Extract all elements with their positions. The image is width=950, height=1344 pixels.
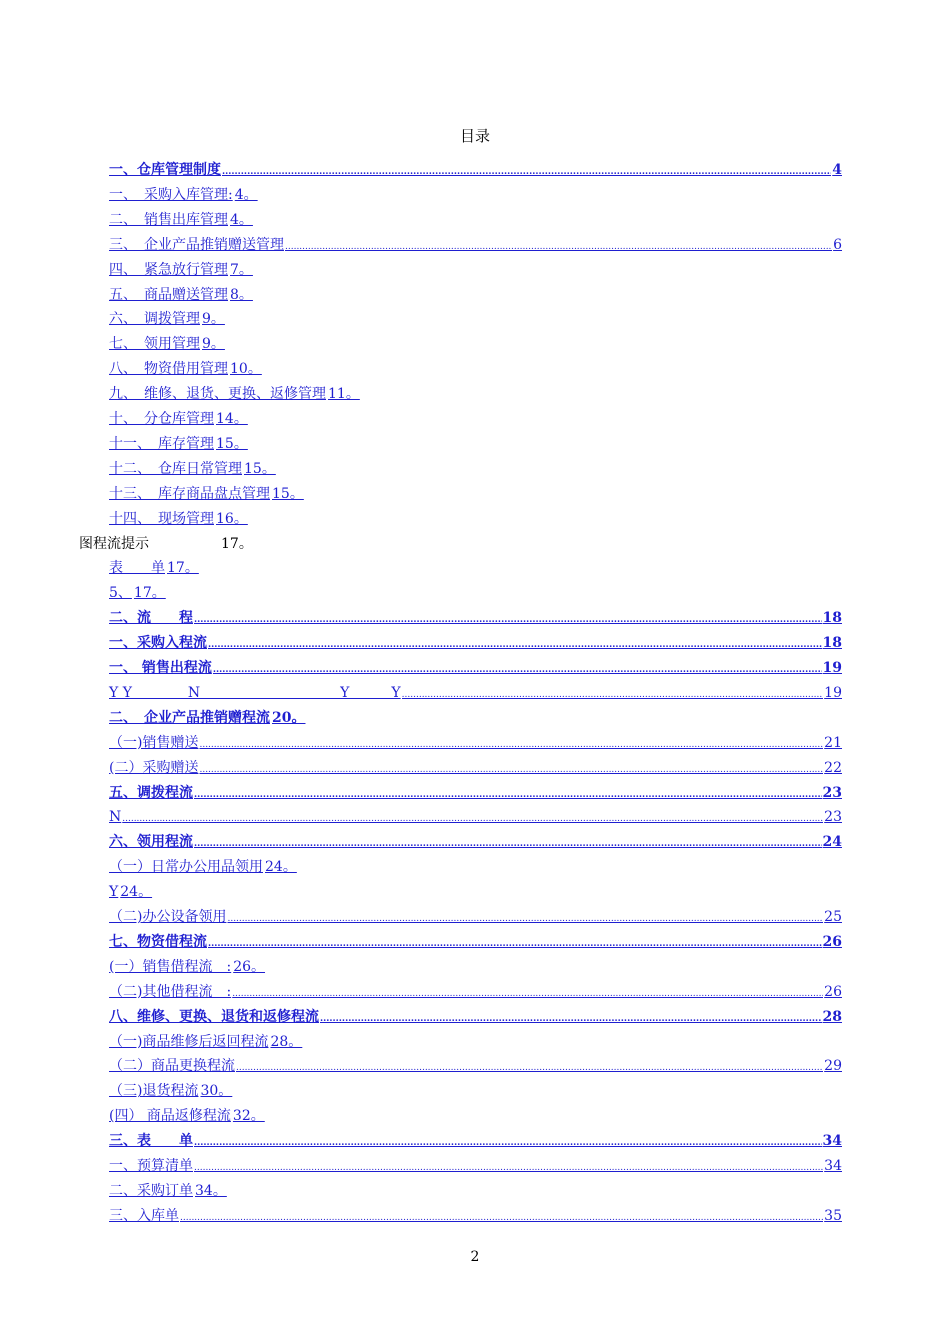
toc-entry-page: 14。 bbox=[216, 411, 248, 427]
toc-entry-label: 表 单 bbox=[109, 560, 165, 577]
toc-entry-label: 一、仓库管理制度 bbox=[109, 162, 221, 178]
toc-dot-leader bbox=[199, 760, 823, 780]
toc-entry-label: (一）销售借程流 : bbox=[109, 958, 232, 975]
toc-dot-leader bbox=[180, 1208, 823, 1228]
toc-entry-label: 二、 销售出库管理 bbox=[109, 211, 228, 228]
toc-entry-label: （一)商品维修后返回程流 bbox=[109, 1033, 269, 1050]
toc-entry[interactable] bbox=[109, 708, 842, 728]
toc-entry-label: 一、 销售出程流 bbox=[109, 660, 212, 676]
toc-entry-page: 26 bbox=[822, 933, 842, 950]
toc-entry-label: 十四、 现场管理 bbox=[109, 510, 214, 527]
toc-entry-page: 8。 bbox=[230, 286, 253, 303]
toc-entry-page: 32。 bbox=[232, 1108, 265, 1125]
toc-entry-label: 二、 企业产品推销赠程流 bbox=[109, 709, 270, 726]
toc-entry-page: 30。 bbox=[200, 1083, 233, 1100]
toc-entry[interactable] bbox=[109, 1056, 842, 1076]
toc-entry[interactable] bbox=[109, 633, 842, 653]
toc-dot-leader bbox=[199, 735, 823, 755]
toc-entry-page: 28。 bbox=[270, 1033, 303, 1050]
toc-entry-page: 7。 bbox=[230, 261, 253, 278]
toc-entry[interactable] bbox=[109, 558, 842, 578]
toc-entry-page: 17。 bbox=[133, 585, 166, 602]
toc-entry-page: 34。 bbox=[195, 1182, 227, 1199]
toc-entry-label: (四） 商品返修程流 bbox=[109, 1108, 231, 1125]
toc-entry[interactable] bbox=[109, 434, 842, 454]
toc-entry-label: （二)其他借程流 : bbox=[109, 983, 232, 1000]
toc-dot-leader bbox=[236, 1058, 823, 1078]
toc-entry-label: 图程流提示 bbox=[79, 535, 149, 552]
toc-entry-label: 七、 领用管理 bbox=[109, 336, 200, 353]
toc-entry-label: N bbox=[109, 809, 122, 826]
toc-entry-page: 4 bbox=[832, 162, 842, 178]
toc-entry-page: 28 bbox=[822, 1008, 842, 1025]
toc-entry-page: 29 bbox=[824, 1058, 842, 1075]
toc-entry[interactable] bbox=[109, 235, 842, 255]
toc-entry-label: 六、领用程流 bbox=[109, 834, 193, 851]
toc-entry-label: （三)退货程流 bbox=[109, 1083, 199, 1100]
toc-entry[interactable] bbox=[109, 608, 842, 628]
toc-entry[interactable] bbox=[109, 807, 842, 827]
toc-entry[interactable] bbox=[109, 484, 842, 504]
toc-entry[interactable] bbox=[109, 783, 842, 803]
toc-entry-page: 17。 bbox=[221, 535, 253, 552]
toc-entry-label: 三、表 单 bbox=[109, 1133, 193, 1150]
toc-entry[interactable] bbox=[109, 683, 842, 703]
toc-entry-page: 19 bbox=[822, 660, 842, 676]
toc-entry[interactable] bbox=[109, 285, 842, 305]
toc-entry-label: 三、 企业产品推销赠送管理 bbox=[109, 236, 284, 253]
toc-entry[interactable] bbox=[109, 758, 842, 778]
toc-entry[interactable] bbox=[109, 907, 842, 927]
toc-entry-label: (二）采购赠送 bbox=[109, 759, 199, 776]
toc-entry-page: 18 bbox=[822, 610, 842, 627]
toc-dot-leader bbox=[208, 934, 822, 954]
toc-entry-label: （二）商品更换程流 bbox=[109, 1058, 235, 1075]
toc-entry-page: 21 bbox=[824, 734, 842, 751]
toc-entry-page: 18 bbox=[822, 635, 842, 652]
toc-entry-label: 二、流 程 bbox=[109, 610, 193, 627]
toc-entry-page: 34 bbox=[822, 1133, 842, 1150]
toc-entry[interactable] bbox=[109, 509, 842, 529]
toc-dot-leader bbox=[402, 685, 824, 705]
toc-entry-label: （二)办公设备领用 bbox=[109, 909, 227, 925]
toc-entry-label: 三、入库单 bbox=[109, 1207, 179, 1224]
toc-dot-leader bbox=[194, 1158, 823, 1178]
toc-entry[interactable] bbox=[109, 1081, 842, 1101]
toc-entry[interactable] bbox=[109, 583, 842, 603]
toc-entry-label: 二、采购订单 bbox=[109, 1182, 193, 1199]
toc-entry[interactable] bbox=[109, 309, 842, 329]
toc-entry-page: 11。 bbox=[328, 386, 360, 403]
toc-entry-page: 19 bbox=[824, 684, 842, 701]
toc-entry[interactable] bbox=[109, 857, 842, 877]
toc-entry-page: 15。 bbox=[244, 460, 276, 477]
toc-entry-label: 一、预算清单 bbox=[109, 1158, 193, 1174]
toc-entry bbox=[79, 534, 812, 554]
toc-entry-page: 22 bbox=[824, 759, 842, 776]
toc-entry-page: 17。 bbox=[167, 560, 199, 577]
toc-entry[interactable] bbox=[109, 359, 842, 379]
toc-dot-leader bbox=[227, 909, 823, 929]
toc-entry-page: 23 bbox=[822, 784, 842, 801]
toc-entry-page: 16。 bbox=[216, 510, 248, 527]
toc-entry[interactable] bbox=[109, 160, 842, 180]
toc-entry-page: 4。 bbox=[230, 211, 253, 228]
toc-entry[interactable] bbox=[109, 733, 842, 753]
toc-entry-page: 9。 bbox=[202, 336, 225, 353]
toc-entry-label: 5、 bbox=[109, 585, 132, 602]
toc-entry-page: 24 bbox=[822, 834, 842, 851]
toc-entry[interactable] bbox=[109, 1106, 842, 1126]
toc-dot-leader bbox=[320, 1009, 822, 1029]
toc-entry-page: 9。 bbox=[202, 311, 225, 328]
toc-entry[interactable] bbox=[109, 384, 842, 404]
toc-entry-label: 九、 维修、退货、更换、返修管理 bbox=[109, 386, 326, 403]
toc-dot-leader bbox=[222, 162, 831, 182]
toc-entry[interactable] bbox=[109, 932, 842, 952]
toc-entry-page: 15。 bbox=[272, 485, 304, 502]
toc-entry-page: 6 bbox=[833, 236, 842, 253]
toc-entry[interactable] bbox=[109, 832, 842, 852]
toc-dot-leader bbox=[194, 610, 822, 630]
toc-entry[interactable] bbox=[109, 210, 842, 230]
toc-entry-label: 十三、 库存商品盘点管理 bbox=[109, 485, 270, 502]
toc-entry[interactable] bbox=[109, 1206, 842, 1226]
toc-entry[interactable] bbox=[109, 1181, 842, 1201]
toc-entry-page: 24。 bbox=[120, 884, 153, 901]
toc-entry[interactable] bbox=[109, 459, 842, 479]
toc-dot-leader bbox=[213, 660, 822, 680]
toc-entry-label: 四、 紧急放行管理 bbox=[109, 261, 228, 278]
toc-entry[interactable] bbox=[109, 1156, 842, 1176]
toc-entry-label: 一、 采购入库管理: bbox=[109, 186, 233, 203]
toc-entry-label: 五、调拨程流 bbox=[109, 784, 193, 801]
toc-entry-page: 4。 bbox=[234, 186, 258, 203]
toc-entry-label: （一)销售赠送 bbox=[109, 734, 199, 751]
toc-entry-label: 六、 调拨管理 bbox=[109, 311, 200, 328]
toc-entry[interactable] bbox=[109, 658, 842, 678]
toc-entry[interactable] bbox=[109, 957, 842, 977]
toc-dot-leader bbox=[208, 635, 822, 655]
toc-entry-label: 八、维修、更换、退货和返修程流 bbox=[109, 1008, 319, 1025]
toc-entry-page: 26 bbox=[824, 983, 842, 1000]
toc-entry[interactable] bbox=[109, 334, 842, 354]
toc-entry-page: 35 bbox=[824, 1207, 842, 1224]
toc-entry-label: 一、采购入程流 bbox=[109, 635, 207, 652]
toc-dot-leader bbox=[194, 1133, 822, 1153]
toc-entry-page: 15。 bbox=[216, 435, 248, 452]
toc-dot-leader bbox=[194, 785, 822, 805]
toc-dot-leader bbox=[285, 237, 832, 257]
toc-dot-leader bbox=[122, 809, 823, 829]
toc-entry-label: （一）日常办公用品领用 bbox=[109, 859, 263, 876]
toc-entry-label: 十一、 库存管理 bbox=[109, 435, 214, 452]
toc-entry-label: 十二、 仓库日常管理 bbox=[109, 460, 242, 477]
toc-entry[interactable] bbox=[109, 260, 842, 280]
toc-entry-page: 25 bbox=[824, 909, 842, 925]
toc-entry[interactable] bbox=[109, 185, 842, 205]
toc-entry-page: 24。 bbox=[265, 859, 297, 876]
page-number: 2 bbox=[470, 1249, 480, 1265]
toc-entry[interactable] bbox=[109, 982, 842, 1002]
toc-entry-page: 20。 bbox=[272, 709, 306, 726]
toc-dot-leader bbox=[232, 984, 823, 1004]
toc-entry-label: 十、 分仓库管理 bbox=[109, 411, 214, 427]
toc-entry-label: 八、 物资借用管理 bbox=[109, 361, 228, 378]
toc-dot-leader bbox=[194, 834, 822, 854]
toc-entry-page: 34 bbox=[824, 1158, 842, 1174]
toc-entry[interactable] bbox=[109, 882, 842, 902]
toc-entry-page: 23 bbox=[824, 809, 842, 826]
toc-entry-page: 26。 bbox=[233, 958, 266, 975]
toc-title: 目录 bbox=[459, 127, 490, 145]
toc-entry[interactable] bbox=[109, 1032, 842, 1052]
toc-entry[interactable] bbox=[109, 409, 842, 429]
toc-entry[interactable] bbox=[109, 1007, 842, 1027]
toc-entry[interactable] bbox=[109, 1131, 842, 1151]
toc-entry-label: 五、 商品赠送管理 bbox=[109, 286, 228, 303]
toc-entry-page: 10。 bbox=[230, 361, 262, 378]
toc-entry-label: 七、物资借程流 bbox=[109, 933, 207, 950]
toc-entry-label: Y Y N Y Y bbox=[109, 684, 401, 701]
toc-entry-label: Y bbox=[109, 884, 119, 901]
